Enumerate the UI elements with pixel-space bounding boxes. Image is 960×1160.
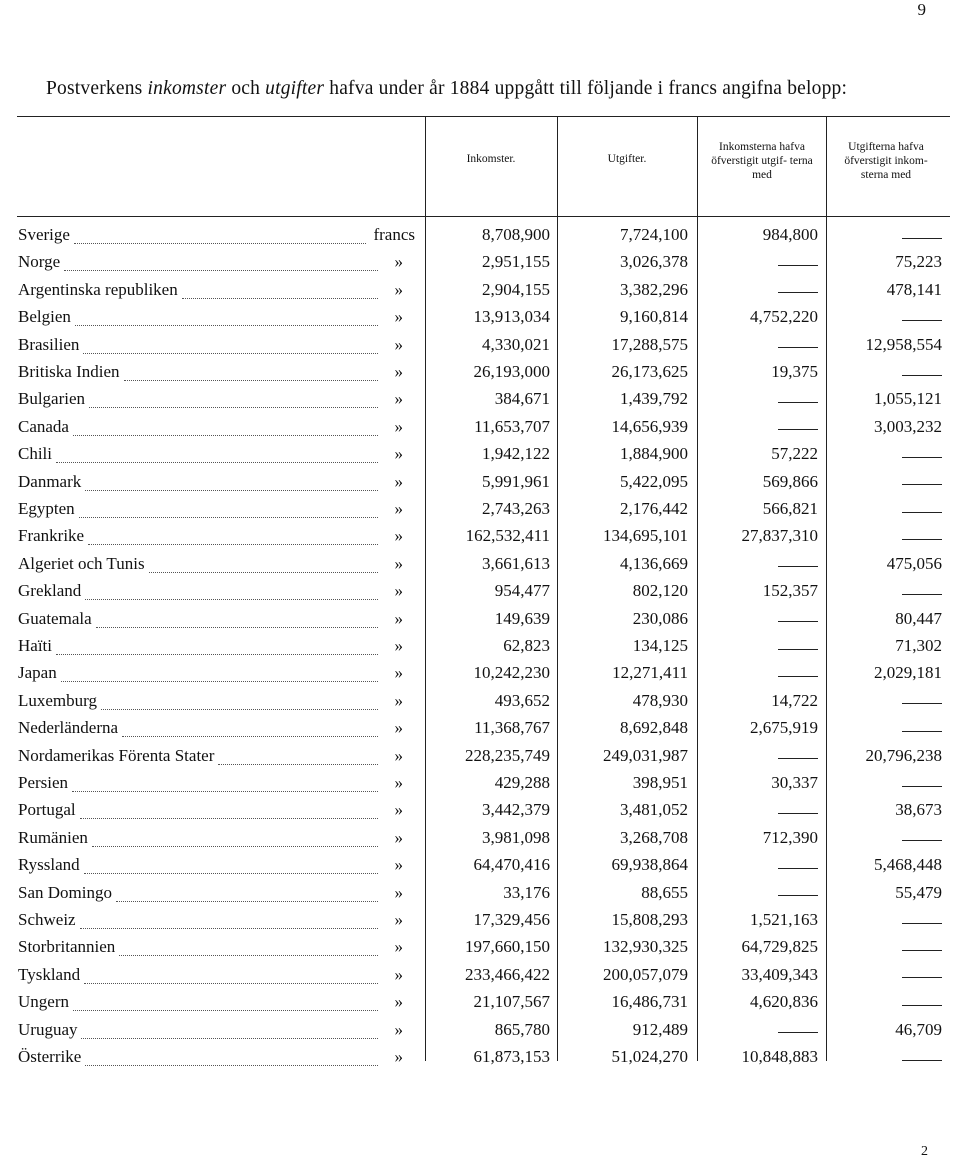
surplus-value: 4,752,220 <box>750 307 818 327</box>
income-value: 3,981,098 <box>482 827 550 847</box>
table-row <box>0 526 960 554</box>
empty-dash <box>902 583 942 603</box>
expenses-value: 51,024,270 <box>611 1047 688 1066</box>
empty-dash <box>778 748 818 768</box>
unit-label: » <box>394 718 403 738</box>
empty-dash <box>902 446 942 466</box>
country-name: Ungern <box>18 992 69 1012</box>
deficit-value: 2,029,181 <box>874 663 942 683</box>
deficit-value: 75,223 <box>895 252 942 272</box>
expenses-value: 230,086 <box>632 608 688 628</box>
deficit-value: 478,141 <box>886 279 942 299</box>
table-row <box>0 937 960 965</box>
income-value: 10,242,230 <box>473 663 550 683</box>
table-row <box>0 444 960 472</box>
expenses-value: 132,930,325 <box>603 937 688 957</box>
income-value: 149,639 <box>494 608 550 628</box>
unit-label: » <box>394 499 403 518</box>
country-name: Portugal <box>18 800 76 820</box>
dot-leader <box>73 1010 378 1011</box>
unit-label: » <box>394 663 403 683</box>
surplus-value: 14,722 <box>771 690 818 710</box>
empty-dash <box>778 611 818 631</box>
surplus-value: 1,521,163 <box>750 910 818 929</box>
deficit-value: 5,468,448 <box>874 855 942 875</box>
table-row <box>0 800 960 828</box>
expenses-value: 200,057,079 <box>603 964 688 984</box>
surplus-value: 2,675,919 <box>750 718 818 738</box>
empty-dash <box>902 528 942 548</box>
expenses-value: 249,031,987 <box>603 745 688 765</box>
expenses-value: 88,655 <box>641 882 688 902</box>
deficit-value: 71,302 <box>895 636 942 655</box>
country-name: Sverige <box>18 225 70 244</box>
empty-dash <box>902 474 942 494</box>
country-name: Norge <box>18 252 61 272</box>
expenses-value: 9,160,814 <box>620 307 688 327</box>
income-value: 11,653,707 <box>474 416 550 436</box>
dot-leader <box>85 599 378 600</box>
unit-label: » <box>394 307 403 327</box>
surplus-value: 4,620,836 <box>750 992 818 1012</box>
unit-label: » <box>394 882 403 902</box>
unit-label: » <box>394 471 403 491</box>
surplus-value: 712,390 <box>762 827 818 847</box>
empty-dash <box>778 802 818 822</box>
country-name: Algeriet och Tunis <box>18 553 145 573</box>
dot-leader <box>72 791 378 792</box>
table-row <box>0 417 960 445</box>
empty-dash <box>902 830 942 850</box>
country-name: Guatemala <box>18 608 92 628</box>
expenses-value: 3,481,052 <box>620 800 688 820</box>
empty-dash <box>902 720 942 740</box>
country-name: Nordamerikas Förenta Stater <box>18 745 215 765</box>
income-value: 17,329,456 <box>473 910 550 929</box>
country-name: Chili <box>18 444 53 464</box>
empty-dash <box>778 665 818 685</box>
intro-emphasis-expenses: utgifter <box>265 78 325 99</box>
deficit-value: 12,958,554 <box>865 334 942 354</box>
empty-dash <box>902 364 942 384</box>
unit-label: » <box>394 827 403 847</box>
expenses-value: 1,884,900 <box>620 444 688 464</box>
table-row <box>0 554 960 582</box>
dot-leader <box>96 627 378 628</box>
dot-leader <box>101 709 378 710</box>
expenses-value: 16,486,731 <box>611 992 688 1012</box>
dot-leader <box>74 243 366 244</box>
unit-label: » <box>394 773 403 792</box>
income-value: 228,235,749 <box>465 745 550 765</box>
table-header-rule <box>17 216 950 217</box>
income-value: 865,780 <box>494 1019 550 1039</box>
country-name: Persien <box>18 773 69 792</box>
dot-leader <box>84 983 378 984</box>
empty-dash <box>778 419 818 439</box>
expenses-value: 12,271,411 <box>612 663 688 683</box>
dot-leader <box>92 846 378 847</box>
surplus-value: 19,375 <box>771 362 818 381</box>
country-name: Schweiz <box>18 910 76 929</box>
surplus-value: 64,729,825 <box>741 937 818 957</box>
income-value: 2,904,155 <box>482 279 550 299</box>
dot-leader <box>83 353 378 354</box>
table-row <box>0 663 960 691</box>
intro-text-3: hafva under år 1884 uppgått till följande i francs angifna belopp: <box>324 78 848 99</box>
surplus-value: 33,409,343 <box>741 964 818 984</box>
expenses-value: 3,026,378 <box>620 252 688 272</box>
expenses-value: 3,268,708 <box>620 827 688 847</box>
empty-dash <box>778 556 818 576</box>
unit-label: » <box>394 553 403 573</box>
dot-leader <box>80 818 378 819</box>
header-expenses: Utgifter. <box>607 153 647 165</box>
income-value: 954,477 <box>494 581 550 601</box>
unit-label: » <box>394 362 403 381</box>
unit-label: » <box>394 690 403 710</box>
expenses-value: 15,808,293 <box>611 910 688 929</box>
surplus-value: 27,837,310 <box>741 526 818 546</box>
income-value: 2,951,155 <box>482 252 550 272</box>
table-row <box>0 855 960 883</box>
country-name: Luxemburg <box>18 690 98 710</box>
income-value: 4,330,021 <box>482 334 550 354</box>
empty-dash <box>902 1049 942 1069</box>
income-value: 21,107,567 <box>473 992 550 1012</box>
unit-label: » <box>394 745 403 765</box>
expenses-value: 134,695,101 <box>603 526 688 546</box>
table-row <box>0 280 960 308</box>
deficit-value: 3,003,232 <box>874 416 942 436</box>
country-name: Belgien <box>18 307 71 327</box>
unit-label: » <box>394 910 403 929</box>
empty-dash <box>902 939 942 959</box>
deficit-value: 1,055,121 <box>874 389 942 409</box>
surplus-value: 57,222 <box>771 444 818 464</box>
table-row <box>0 883 960 911</box>
unit-label: » <box>394 800 403 820</box>
dot-leader <box>84 873 378 874</box>
country-name: Brasilien <box>18 334 80 354</box>
expenses-value: 8,692,848 <box>620 718 688 738</box>
table-row <box>0 307 960 335</box>
expenses-value: 478,930 <box>632 690 688 710</box>
unit-label: » <box>394 334 403 354</box>
dot-leader <box>75 325 378 326</box>
unit-label: » <box>394 855 403 875</box>
income-value: 5,991,961 <box>482 471 550 491</box>
country-name: Frankrike <box>18 526 85 546</box>
country-name: Danmark <box>18 471 82 491</box>
dot-leader <box>56 462 378 463</box>
dot-leader <box>89 407 378 408</box>
table-top-rule <box>17 116 950 117</box>
expenses-value: 14,656,939 <box>611 416 688 436</box>
page-number: 9 <box>917 0 926 19</box>
empty-dash <box>778 885 818 905</box>
country-name: Egypten <box>18 499 75 518</box>
table-row <box>0 499 960 527</box>
dot-leader <box>81 1038 378 1039</box>
income-value: 8,708,900 <box>482 225 550 244</box>
income-value: 64,470,416 <box>473 855 550 875</box>
unit-label: » <box>394 1019 403 1039</box>
surplus-value: 10,848,883 <box>741 1047 818 1066</box>
country-name: Bulgarien <box>18 389 86 409</box>
country-name: Grekland <box>18 581 82 601</box>
unit-label: » <box>394 636 403 655</box>
empty-dash <box>902 501 942 521</box>
country-name: Nederländerna <box>18 718 119 738</box>
country-name: San Domingo <box>18 882 112 902</box>
country-name: Storbritannien <box>18 937 116 957</box>
income-value: 3,442,379 <box>482 800 550 820</box>
unit-label: » <box>394 252 403 272</box>
income-value: 1,942,122 <box>482 444 550 464</box>
table-row <box>0 1020 960 1048</box>
unit-label: » <box>394 1047 403 1066</box>
income-value: 2,743,263 <box>482 499 550 518</box>
empty-dash <box>778 254 818 274</box>
deficit-value: 46,709 <box>895 1019 942 1039</box>
empty-dash <box>902 227 942 247</box>
unit-label: » <box>394 992 403 1012</box>
header-surplus: Inkomsterna hafva öfverstigit utgif- terna med <box>711 141 813 181</box>
dot-leader <box>85 1065 378 1066</box>
income-value: 233,466,422 <box>465 964 550 984</box>
table-row <box>0 746 960 774</box>
empty-dash <box>778 337 818 357</box>
intro-text-1: Postverkens <box>46 78 148 99</box>
footer-mark: 2 <box>921 1144 928 1159</box>
table-row <box>0 992 960 1020</box>
unit-label: » <box>394 526 403 546</box>
unit-label: » <box>394 581 403 601</box>
unit-label: » <box>394 416 403 436</box>
expenses-value: 134,125 <box>632 636 688 655</box>
table-row <box>0 718 960 746</box>
empty-dash <box>778 1022 818 1042</box>
deficit-value: 38,673 <box>895 800 942 820</box>
empty-dash <box>778 391 818 411</box>
table-row <box>0 910 960 938</box>
unit-label: » <box>394 444 403 464</box>
unit-label: » <box>394 389 403 409</box>
dot-leader <box>79 517 378 518</box>
income-value: 62,823 <box>503 636 550 655</box>
table-row <box>0 691 960 719</box>
dot-leader <box>73 435 378 436</box>
intro-sentence <box>46 78 847 100</box>
dot-leader <box>85 490 378 491</box>
expenses-value: 802,120 <box>632 581 688 601</box>
empty-dash <box>902 912 942 932</box>
expenses-value: 26,173,625 <box>611 362 688 381</box>
income-value: 493,652 <box>494 690 550 710</box>
country-name: Argentinska republiken <box>18 279 178 299</box>
expenses-value: 2,176,442 <box>620 499 688 518</box>
income-value: 429,288 <box>494 773 550 792</box>
header-deficit: Utgifterna hafva öfverstigit inkom- sterna med <box>844 141 928 181</box>
income-value: 26,193,000 <box>473 362 550 381</box>
country-name: Tyskland <box>18 964 81 984</box>
expenses-value: 1,439,792 <box>620 389 688 409</box>
table-row <box>0 1047 960 1075</box>
table-row <box>0 773 960 801</box>
dot-leader <box>149 572 378 573</box>
country-name: Britiska Indien <box>18 362 120 381</box>
unit-label: » <box>394 279 403 299</box>
dot-leader <box>182 298 378 299</box>
country-name: Japan <box>18 663 57 683</box>
dot-leader <box>119 955 378 956</box>
dot-leader <box>116 901 378 902</box>
unit-label: francs <box>373 225 415 244</box>
table-row <box>0 252 960 280</box>
country-name: Rumänien <box>18 827 88 847</box>
income-value: 33,176 <box>503 882 550 902</box>
income-value: 197,660,150 <box>465 937 550 957</box>
surplus-value: 30,337 <box>771 773 818 792</box>
dot-leader <box>124 380 378 381</box>
surplus-value: 984,800 <box>762 225 818 244</box>
intro-text-2: och <box>226 78 266 99</box>
table-row <box>0 636 960 664</box>
country-name: Uruguay <box>18 1019 78 1039</box>
header-income: Inkomster. <box>466 153 516 165</box>
table-row <box>0 581 960 609</box>
dot-leader <box>64 270 378 271</box>
country-name: Haïti <box>18 636 52 655</box>
empty-dash <box>902 994 942 1014</box>
dot-leader <box>122 736 378 737</box>
dot-leader <box>80 928 378 929</box>
expenses-value: 5,422,095 <box>620 471 688 491</box>
income-value: 61,873,153 <box>473 1047 550 1066</box>
deficit-value: 20,796,238 <box>865 745 942 765</box>
unit-label: » <box>394 937 403 957</box>
dot-leader <box>218 764 378 765</box>
expenses-value: 398,951 <box>632 773 688 792</box>
expenses-value: 912,489 <box>632 1019 688 1039</box>
empty-dash <box>778 638 818 658</box>
country-name: Canada <box>18 416 69 436</box>
table-row <box>0 335 960 363</box>
deficit-value: 55,479 <box>895 882 942 902</box>
income-value: 384,671 <box>494 389 550 409</box>
dot-leader <box>88 544 378 545</box>
empty-dash <box>778 857 818 877</box>
unit-label: » <box>394 964 403 984</box>
surplus-value: 569,866 <box>762 471 818 491</box>
table-row <box>0 225 960 253</box>
intro-emphasis-income: inkomster <box>147 78 227 99</box>
expenses-value: 69,938,864 <box>611 855 688 875</box>
expenses-value: 17,288,575 <box>611 334 688 354</box>
dot-leader <box>61 681 378 682</box>
income-value: 11,368,767 <box>474 718 550 738</box>
table-row <box>0 472 960 500</box>
empty-dash <box>902 309 942 329</box>
empty-dash <box>902 967 942 987</box>
expenses-value: 3,382,296 <box>620 279 688 299</box>
country-name: Ryssland <box>18 855 80 875</box>
income-value: 162,532,411 <box>465 526 550 546</box>
income-value: 3,661,613 <box>482 553 550 573</box>
dot-leader <box>56 654 378 655</box>
country-name: Österrike <box>18 1047 82 1066</box>
expenses-value: 7,724,100 <box>620 225 688 244</box>
deficit-value: 475,056 <box>886 553 942 573</box>
deficit-value: 80,447 <box>895 608 942 628</box>
table-row <box>0 362 960 390</box>
surplus-value: 566,821 <box>762 499 818 518</box>
empty-dash <box>778 282 818 302</box>
surplus-value: 152,357 <box>762 581 818 601</box>
table-row <box>0 965 960 993</box>
table-row <box>0 389 960 417</box>
unit-label: » <box>394 608 403 628</box>
table-row <box>0 609 960 637</box>
expenses-value: 4,136,669 <box>620 553 688 573</box>
income-value: 13,913,034 <box>473 307 550 327</box>
table-row <box>0 828 960 856</box>
empty-dash <box>902 693 942 713</box>
empty-dash <box>902 775 942 795</box>
